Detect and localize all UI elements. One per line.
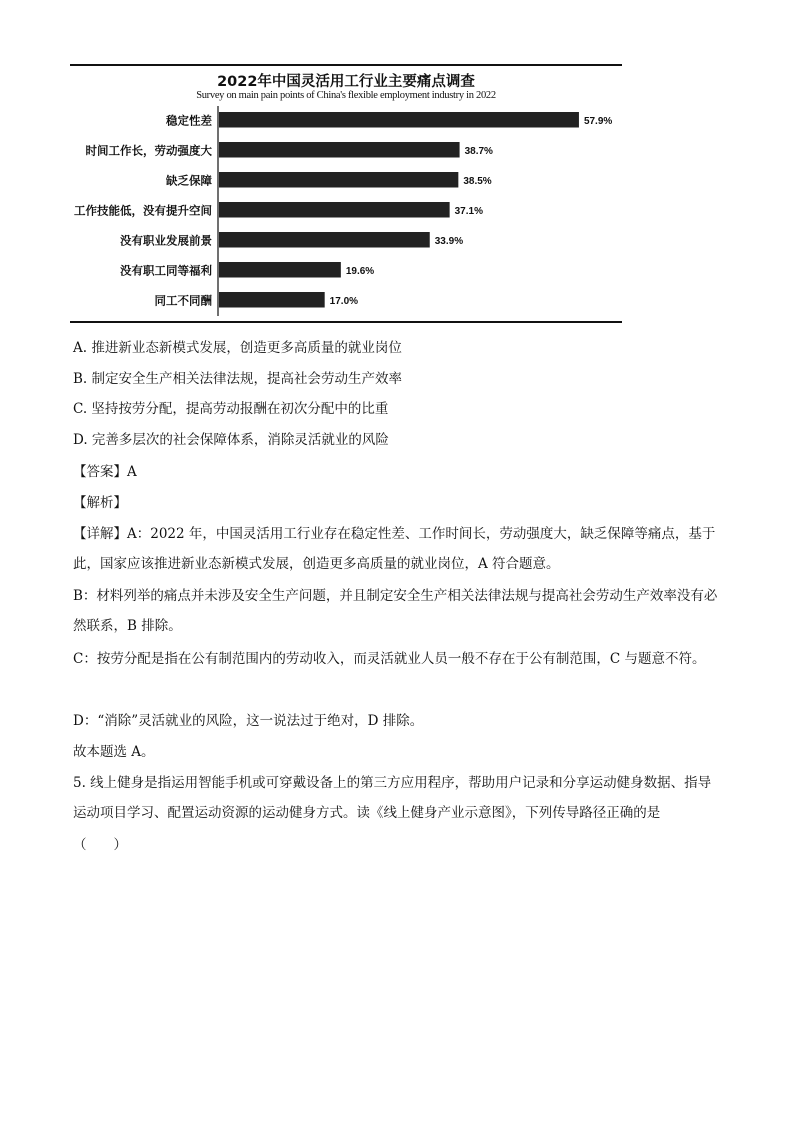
- answer: 【答案】A: [73, 464, 137, 480]
- option-c: C. 坚持按劳分配，提高劳动报酬在初次分配中的比重: [73, 401, 389, 417]
- value-label: 38.7%: [464, 145, 493, 157]
- bar: [219, 262, 341, 278]
- analysis-label: 【解析】: [73, 495, 127, 511]
- chart-figure: [70, 64, 622, 324]
- category-label: 稳定性差: [166, 113, 212, 128]
- option-b: B. 制定安全生产相关法律法规，提高社会劳动生产效率: [73, 371, 403, 387]
- value-label: 33.9%: [434, 235, 464, 247]
- category-label: 工作技能低，没有提升空间: [74, 203, 212, 218]
- bar: [219, 202, 450, 218]
- value-label: 37.1%: [454, 205, 483, 217]
- category-label: 没有职业发展前景: [120, 233, 212, 248]
- chart-title: 2022年中国灵活用工行业主要痛点调查: [217, 74, 475, 90]
- option-d-analysis: D：“消除”灵活就业的风险，这一说法过于绝对，D 排除。: [73, 713, 424, 729]
- category-label: 缺乏保障: [166, 173, 212, 188]
- question-5: 5. 线上健身是指运用智能手机或可穿戴设备上的第三方应用程序，帮助用户记录和分享运动健身数据、指导运动项目学习、配置运动资源的运动健身方式。读《线上健身产业示意图》，下列传导路径正确的是: [73, 775, 712, 821]
- conclusion: 故本题选 A。: [73, 744, 155, 760]
- detail-paragraph: 【详解】A：2022 年，中国灵活用工行业存在稳定性差、工作时间长，劳动强度大，缺乏保障等痛点，基于此，国家应该推进新业态新模式发展，创造更多高质量的就业岗位，A 符合题意。: [73, 526, 716, 572]
- option-c-analysis: C：按劳分配是指在公有制范围内的劳动收入，而灵活就业人员一般不存在于公有制范围，C 与题意不符。: [73, 651, 706, 667]
- bar: [219, 142, 460, 158]
- category-label: 没有职工同等福利: [120, 263, 212, 278]
- bar: [219, 112, 579, 128]
- bar-chart: [70, 104, 622, 316]
- value-label: 19.6%: [345, 265, 375, 277]
- category-label: 时间工作长，劳动强度大: [85, 143, 212, 158]
- bar: [219, 232, 430, 248]
- value-label: 38.5%: [463, 175, 492, 187]
- value-label: 17.0%: [329, 295, 359, 307]
- option-b-analysis: B：材料列举的痛点并未涉及安全生产问题，并且制定安全生产相关法律法规与提高社会劳动生产效率没有必然联系，B 排除。: [73, 588, 718, 634]
- value-label: 57.9%: [583, 115, 613, 127]
- bar: [219, 292, 325, 308]
- chart-subtitle: Survey on main pain points of China's flexible employment industry in 2022: [196, 90, 496, 101]
- option-d: D. 完善多层次的社会保障体系，消除灵活就业的风险: [73, 432, 389, 448]
- category-label: 同工不同酬: [154, 293, 212, 308]
- bar: [219, 172, 458, 188]
- chart-top-rule: [70, 64, 622, 66]
- chart-bottom-rule: [70, 321, 622, 323]
- option-a: A. 推进新业态新模式发展，创造更多高质量的就业岗位: [73, 340, 402, 356]
- question-5-blank: （ ）: [73, 837, 127, 853]
